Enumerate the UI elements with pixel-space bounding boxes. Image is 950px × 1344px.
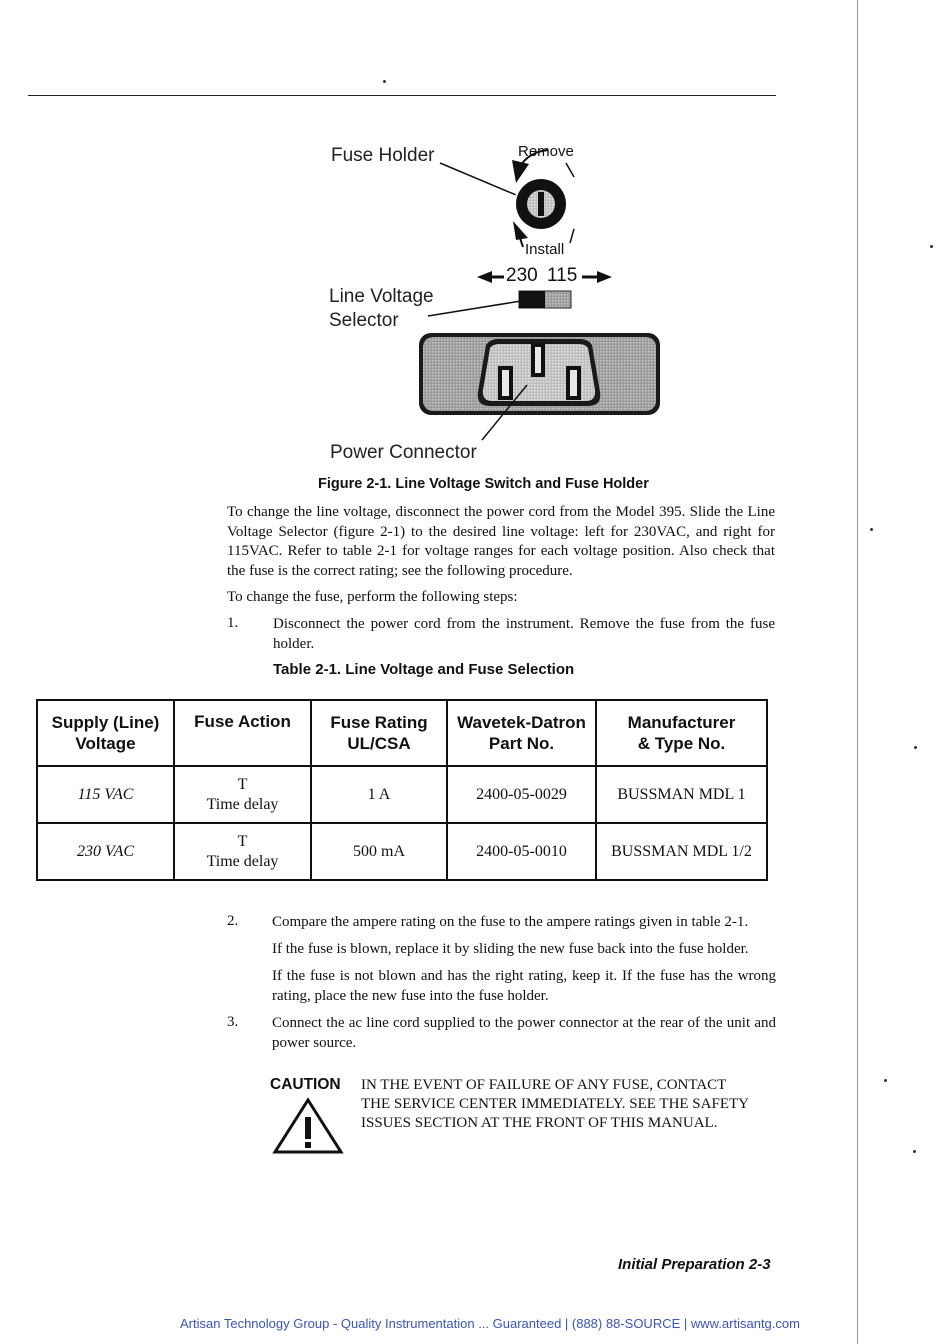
step-2-number: 2. [227, 913, 239, 929]
scan-speck [913, 1150, 916, 1153]
caution-line-1: IN THE EVENT OF FAILURE OF ANY FUSE, CONTACT [361, 1077, 727, 1093]
step-1-number: 1. [227, 615, 239, 631]
header-fuse-rating: Fuse Rating UL/CSA [311, 700, 447, 766]
selector-label: Selector [329, 310, 399, 331]
table-header-row [37, 700, 767, 766]
cell-fuse-action: T Time delay [174, 823, 311, 880]
cell-voltage: 115 VAC [37, 766, 174, 823]
scan-speck [914, 746, 917, 749]
cell-part-no: 2400-05-0029 [447, 766, 596, 823]
table-row [37, 766, 767, 823]
cell-manufacturer: BUSSMAN MDL 1/2 [596, 823, 767, 880]
voltage-230-label: 230 [506, 265, 538, 286]
cell-fuse-rating: 1 A [311, 766, 447, 823]
cell-fuse-rating: 500 mA [311, 823, 447, 880]
header-supply-voltage: Supply (Line) Voltage [37, 700, 174, 766]
power-connector [419, 333, 660, 415]
intro-paragraph: To change the line voltage, disconnect the power cord from the Model 395. Slide the Line Voltage Selector (figure 2-1) to the desired line voltage: left for 230VAC, and right for 115VAC. Refer to table 2-1 for voltage ranges for each voltage position. Also check that the fuse is the correct rating; see the following procedure. [227, 504, 775, 579]
remove-label: Remove [518, 143, 574, 160]
cell-voltage: 230 VAC [37, 823, 174, 880]
figure-caption: Figure 2-1. Line Voltage Switch and Fuse Holder [318, 476, 649, 492]
table-row [37, 823, 767, 880]
header-fuse-action: Fuse Action [174, 700, 311, 766]
caution-label: CAUTION [270, 1076, 341, 1093]
scan-speck [870, 528, 873, 531]
caution-line-2: THE SERVICE CENTER IMMEDIATELY. SEE THE SAFETY [361, 1096, 749, 1112]
caution-line-3: ISSUES SECTION AT THE FRONT OF THIS MANUAL. [361, 1115, 718, 1131]
step-2-text: Compare the ampere rating on the fuse to the ampere ratings given in table 2-1. [272, 914, 749, 930]
header-manufacturer: Manufacturer & Type No. [596, 700, 767, 766]
fuse-selection-table [36, 699, 768, 881]
step-3-text: Connect the ac line cord supplied to the power connector at the rear of the unit and power source. [272, 1015, 776, 1051]
voltage-115-label: 115 [547, 265, 578, 286]
voltage-direction-arrows [477, 271, 612, 283]
step-3-number: 3. [227, 1014, 239, 1030]
cell-part-no: 2400-05-0010 [447, 823, 596, 880]
fuse-holder-diagram [0, 0, 950, 480]
cell-fuse-action: T Time delay [174, 766, 311, 823]
step-2-sub-1: If the fuse is blown, replace it by sliding the new fuse back into the fuse holder. [272, 941, 749, 957]
step-1-text: Disconnect the power cord from the instrument. Remove the fuse from the fuse holder. [273, 616, 775, 652]
table-caption: Table 2-1. Line Voltage and Fuse Selection [273, 661, 575, 678]
fuse-holder-label: Fuse Holder [331, 145, 435, 166]
power-connector-label: Power Connector [330, 442, 477, 463]
cell-manufacturer: BUSSMAN MDL 1 [596, 766, 767, 823]
line-voltage-selector-switch [519, 291, 571, 308]
caution-warning-icon [272, 1097, 344, 1155]
artisan-footer-link[interactable]: Artisan Technology Group - Quality Instrumentation ... Guaranteed | (888) 88-SOURCE | www.artisantg.com [180, 1316, 800, 1331]
selector-leader [428, 301, 521, 316]
install-label: Install [525, 241, 565, 258]
line-voltage-label: Line Voltage [329, 286, 434, 307]
page-reference: Initial Preparation 2-3 [618, 1256, 771, 1273]
fuse-holder-knob [514, 177, 568, 231]
header-part-no: Wavetek-Datron Part No. [447, 700, 596, 766]
fuse-steps-intro: To change the fuse, perform the following steps: [227, 589, 518, 605]
scan-speck [884, 1079, 887, 1082]
step-2-sub-2: If the fuse is not blown and has the right rating, keep it. If the fuse has the wrong rating, place the new fuse into the fuse holder. [272, 968, 776, 1004]
